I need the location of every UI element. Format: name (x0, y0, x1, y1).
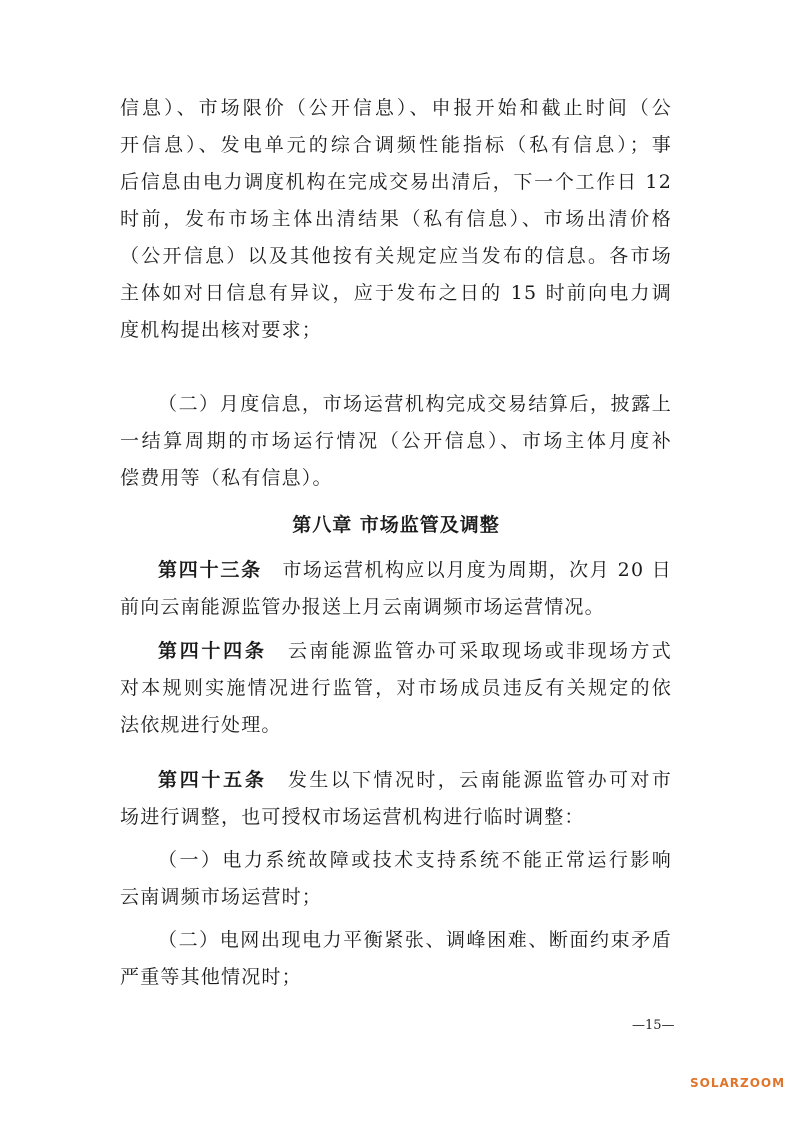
chapter-heading: 第八章 市场监管及调整 (292, 514, 500, 536)
text-line (120, 552, 672, 589)
text-line: （一）电力系统故障或技术支持系统不能正常运行影响 (158, 849, 672, 871)
text-line (120, 633, 672, 670)
text-line: （公开信息）以及其他按有关规定应当发布的信息。各市场 (120, 245, 672, 267)
article-45 (120, 762, 672, 836)
article-label: 第四十五条 (158, 769, 267, 791)
paragraph-monthly-info (120, 386, 672, 497)
paragraph-daily-info (120, 90, 672, 349)
article-first-line: 发生以下情况时，云南能源监管办可对市 (287, 769, 672, 791)
text-line (120, 762, 672, 799)
text-line: 信息）、市场限价（公开信息）、申报开始和截止时间（公 (120, 97, 672, 119)
article-44 (120, 633, 672, 744)
text-line: （二）电网出现电力平衡紧张、调峰困难、断面约束矛盾 (158, 929, 672, 951)
text-line: 场进行调整，也可授权市场运营机构进行临时调整： (120, 806, 585, 828)
text-line: 偿费用等（私有信息）。 (120, 467, 333, 489)
article-first-line: 市场运营机构应以月度为周期，次月 20 日 (282, 559, 672, 581)
article-43 (120, 552, 672, 626)
text-line: （二）月度信息，市场运营机构完成交易结算后，披露上 (158, 393, 672, 415)
article-label: 第四十四条 (158, 640, 267, 662)
text-line: 云南调频市场运营时； (120, 886, 323, 908)
text-line: 主体如对日信息有异议，应于发布之日的 15 时前向电力调 (120, 282, 672, 304)
text-line: 度机构提出核对要求； (120, 319, 323, 341)
watermark-logo: SOLARZOOM (690, 1076, 786, 1090)
text-line: 前向云南能源监管办报送上月云南调频市场运营情况。 (120, 596, 605, 618)
text-line: 开信息）、发电单元的综合调频性能指标（私有信息）；事 (120, 134, 672, 156)
article-first-line: 云南能源监管办可采取现场或非现场方式 (287, 640, 672, 662)
item-1 (120, 842, 672, 916)
article-label: 第四十三条 (158, 559, 262, 581)
page-number: —15— (632, 1018, 675, 1033)
text-line: 一结算周期的市场运行情况（公开信息）、市场主体月度补 (120, 430, 672, 452)
text-line: 对本规则实施情况进行监管，对市场成员违反有关规定的依 (120, 677, 672, 699)
text-line: 严重等其他情况时； (120, 966, 302, 988)
item-2 (120, 922, 672, 996)
text-line: 后信息由电力调度机构在完成交易出清后，下一个工作日 12 (120, 171, 672, 193)
text-line: 时前，发布市场主体出清结果（私有信息）、市场出清价格 (120, 208, 672, 230)
text-line: 法依规进行处理。 (120, 714, 282, 736)
